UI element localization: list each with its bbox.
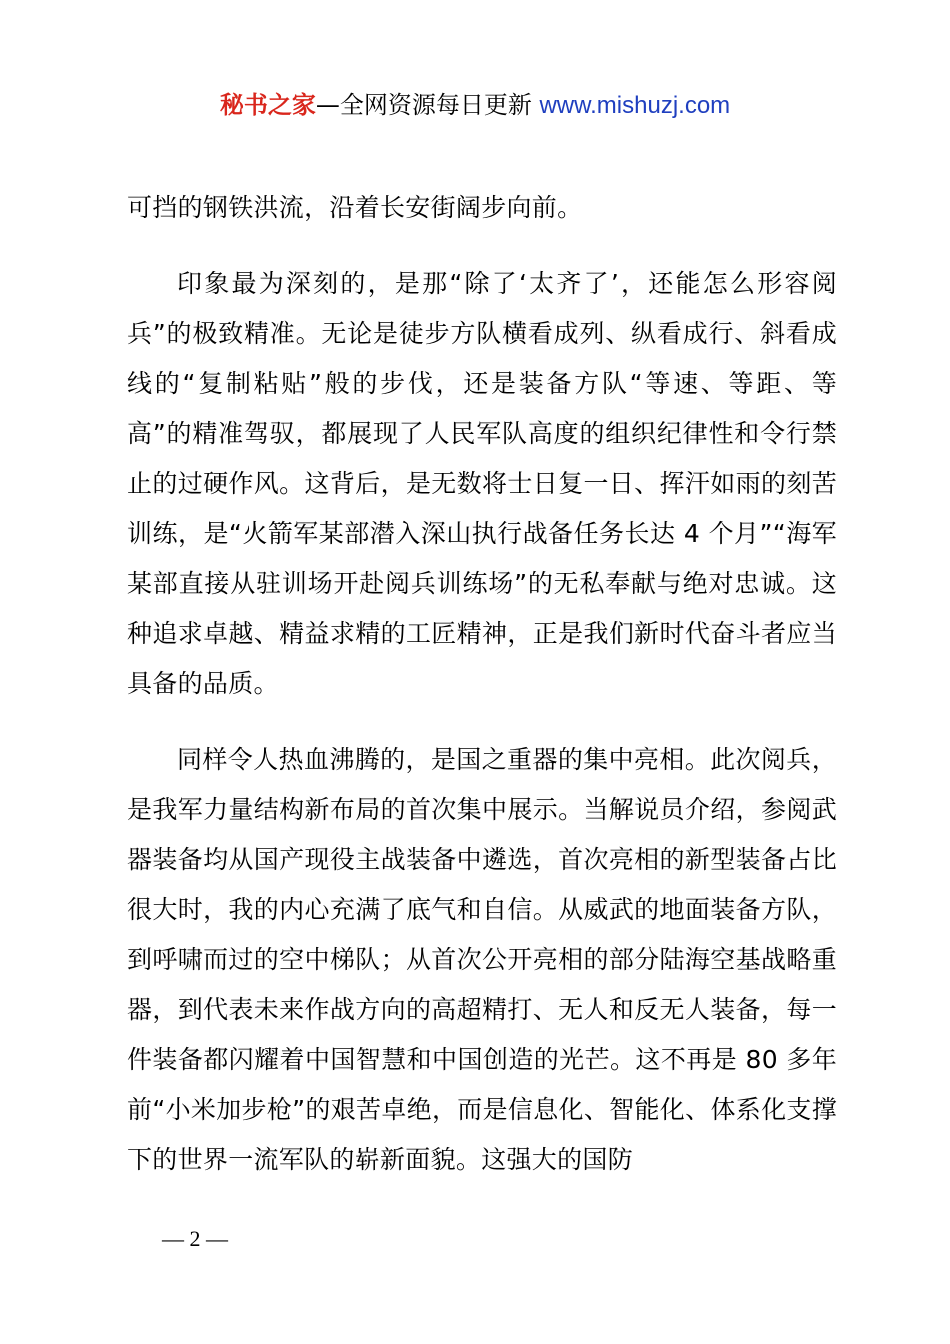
page-header (0, 88, 950, 123)
document-body (127, 183, 837, 1211)
site-tagline: —全网资源每日更新 (315, 91, 532, 119)
paragraph-continuation: 可挡的钢铁洪流，沿着长安街阔步向前。 (127, 193, 583, 222)
paragraph-equipment: 同样令人热血沸腾的，是国之重器的集中亮相。此次阅兵，是我军力量结构新布局的首次集中展示。当解说员介绍，参阅武器装备均从国产现役主战装备中遴选，首次亮相的新型装备占比很大时，我的内心充满了底气和自信。从威武的地面装备方队，到呼啸而过的空中梯队；从首次公开亮相的部分陆海空基战略重器，到代表未来作战方向的高超精打、无人和反无人装备，每一件装备都闪耀着中国智慧和中国创造的光芒。这不再是 80 多年前“小米加步枪”的艰苦卓绝，而是信息化、智能化、体系化支撑下的世界一流军队的崭新面貌。这强大的国防 (127, 745, 837, 1174)
site-url-link[interactable]: www.mishuzj.com (539, 92, 731, 119)
page-number: — 2 — (162, 1226, 228, 1251)
site-brand[interactable]: 秘书之家 (219, 91, 316, 119)
paragraph-precision: 印象最为深刻的，是那“除了‘太齐了’，还能怎么形容阅兵”的极致精准。无论是徒步方队横看成列、纵看成行、斜看成线的“复制粘贴”般的步伐，还是装备方队“等速、等距、等高”的精准驾驭，都展现了人民军队高度的组织纪律性和令行禁止的过硬作风。这背后，是无数将士日复一日、挥汗如雨的刻苦训练，是“火箭军某部潜入深山执行战备任务长达 4 个月”“海军某部直接从驻训场开赴阅兵训练场”的无私奉献与绝对忠诚。这种追求卓越、精益求精的工匠精神，正是我们新时代奋斗者应当具备的品质。 (127, 269, 837, 698)
